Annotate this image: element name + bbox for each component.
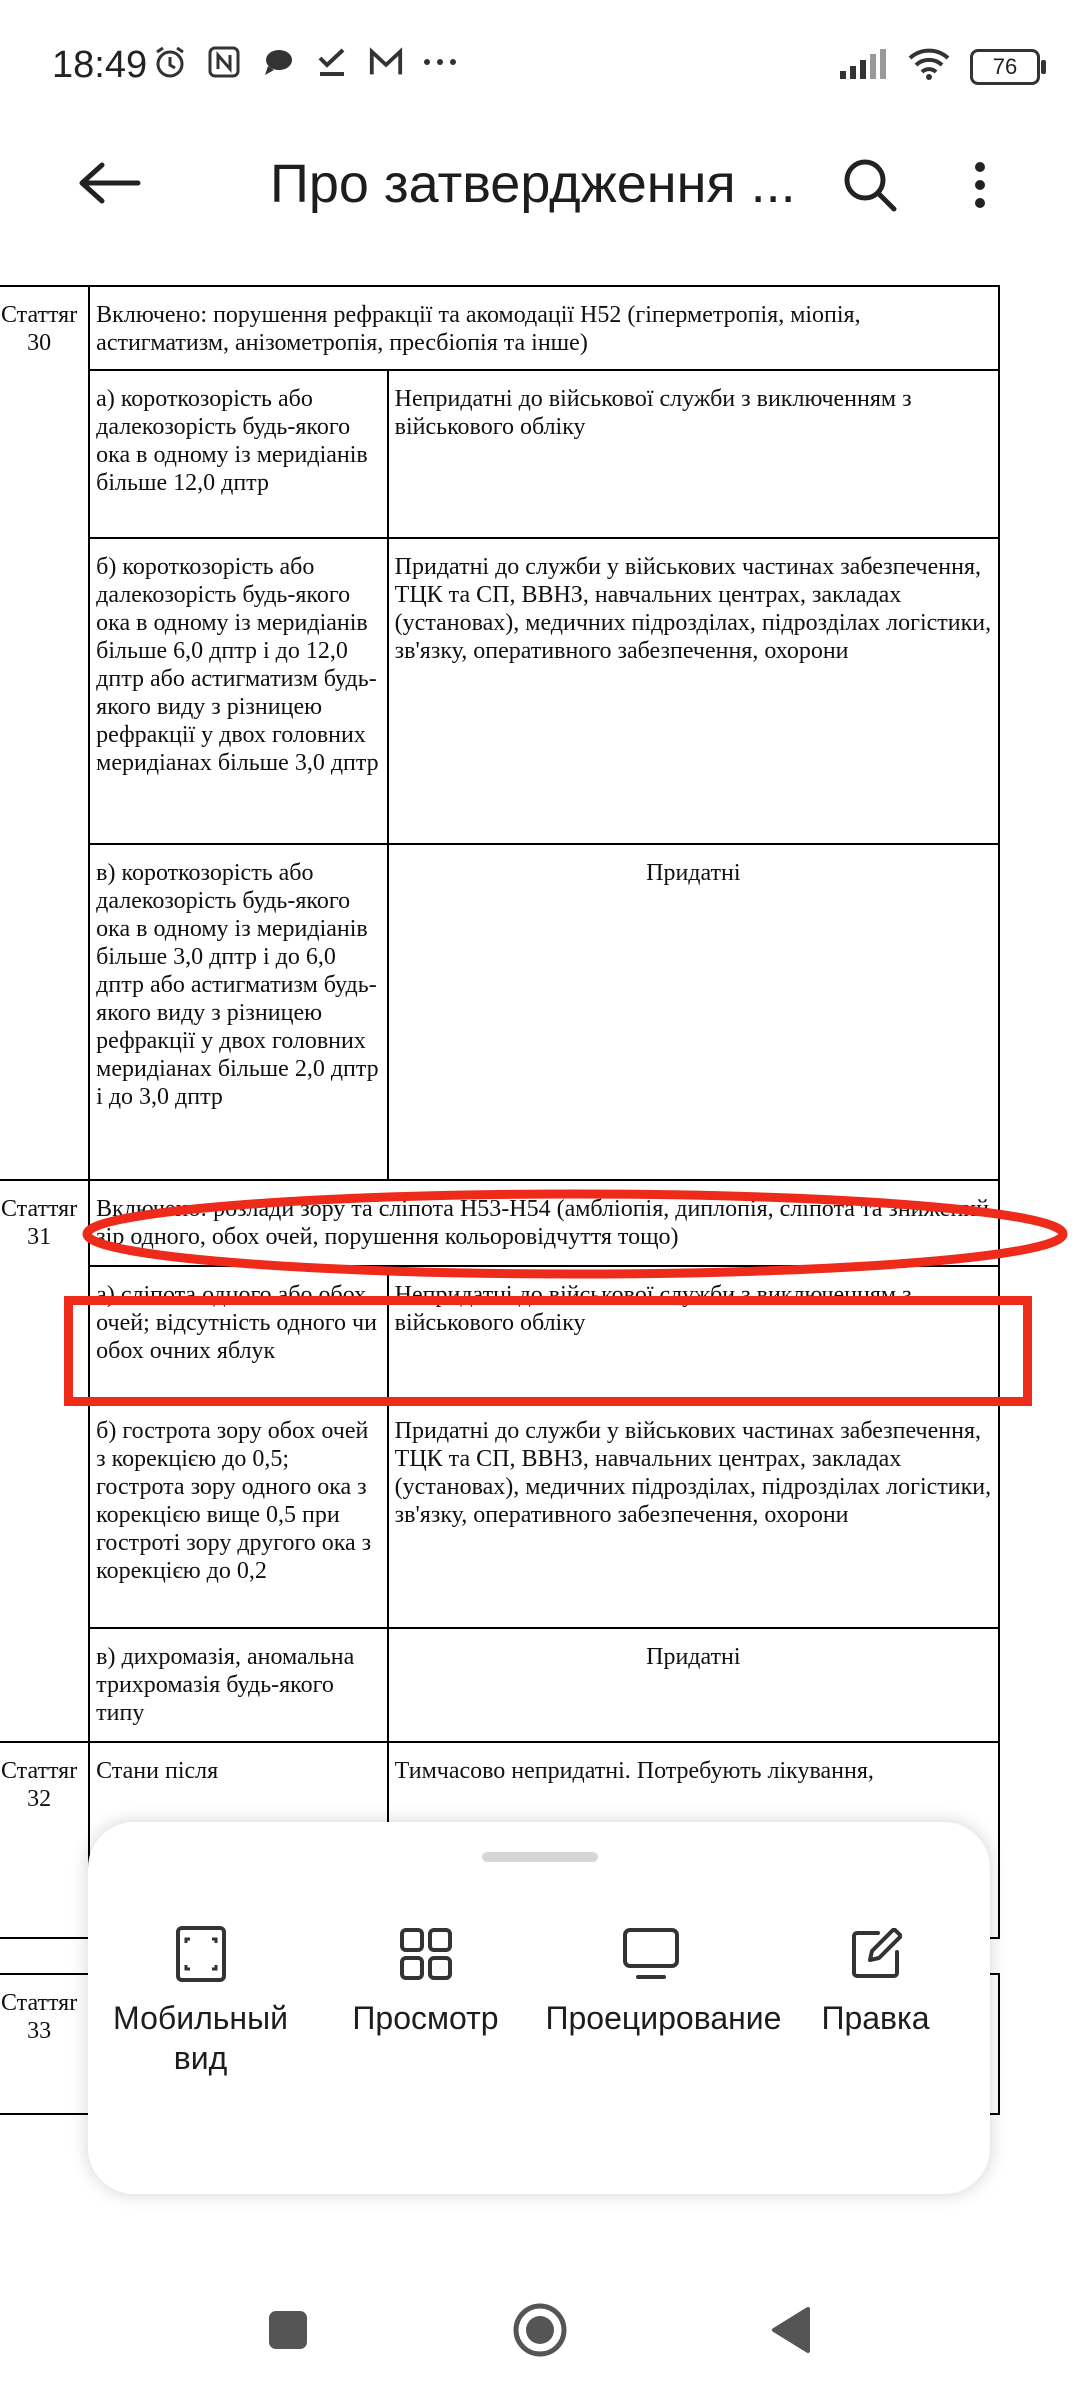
action-label: Проецирование — [545, 2000, 782, 2036]
verdict-cell: Придатні — [388, 844, 999, 1180]
condition-cell: Стани після — [89, 1742, 388, 1938]
status-bar — [0, 0, 1080, 130]
square-icon — [267, 2309, 309, 2351]
alarm-icon — [152, 44, 188, 80]
action-label: Просмотр — [352, 2000, 499, 2036]
verdict-cell: Непридатні до військової служби з виключенням з військового обліку — [388, 370, 999, 538]
condition-cell: а) сліпота одного або обох очей; відсутність одного чи обох очних яблук — [89, 1266, 388, 1402]
condition-cell: б) короткозорість або далекозорість будь-якого ока в одному із меридіанів більше 6,0 дптр і до 12,0 дптр або астигматизм будь-якого виду з різницею рефракції у двох головних меридіанах більше 3,0 дптр — [89, 538, 388, 844]
table-row — [0, 370, 999, 538]
bottom-sheet — [88, 1822, 990, 2194]
battery-level: 76 — [992, 53, 1018, 79]
verdict-cell: Придатні до служби у військових частинах забезпечення, ТЦК та СП, ВВНЗ, навчальних центрах, закладах (установах), медичних підрозділах, підрозділах логістики, зв'язку, оперативного забезпечення, охорони — [388, 1402, 999, 1628]
preview-button[interactable] — [313, 1922, 538, 2078]
article-number: Статтяr 33 — [0, 1974, 89, 2114]
search-icon — [841, 156, 899, 214]
mail-icon — [368, 44, 404, 80]
verdict-cell: Непридатні до військової служби з виключенням з військового обліку — [388, 1266, 999, 1402]
more-options-button[interactable] — [955, 150, 1005, 220]
status-time: 18:49 — [52, 44, 148, 86]
app-bar — [0, 130, 1080, 240]
annotation-ellipse — [80, 1188, 1070, 1280]
back-button[interactable] — [70, 148, 150, 218]
drag-handle[interactable] — [482, 1852, 598, 1862]
mobile-view-icon — [169, 1922, 233, 1986]
navigation-bar — [0, 2290, 1080, 2400]
wifi-icon — [908, 48, 950, 85]
home-button[interactable] — [500, 2290, 580, 2370]
notification-icons — [152, 44, 458, 80]
nav-back-button[interactable] — [750, 2290, 830, 2370]
projection-button[interactable] — [538, 1922, 782, 2078]
more-vert-icon — [973, 161, 987, 209]
search-button[interactable] — [835, 150, 905, 220]
signal-icon — [840, 49, 888, 84]
table-row — [0, 1628, 999, 1742]
section-header: Включено: розлади зору та сліпота H53-H54 (амбліопія, диплопія, сліпота та знижений зір одного, обох очей, порушення кольоровідчуття тощо) — [89, 1180, 999, 1266]
monitor-icon — [619, 1922, 683, 1986]
annotation-rectangle — [64, 1296, 1032, 1406]
triangle-back-icon — [768, 2305, 812, 2355]
edit-icon — [844, 1922, 908, 1986]
verdict-cell: Тимчасово непридатні. Потребують лікування, — [388, 1742, 999, 1938]
action-bar — [88, 1922, 990, 2078]
section-header: Включено: порушення рефракції та акомодації H52 (гіперметропія, міопія, астигматизм, анізометропія, пресбіопія та інше) — [89, 286, 999, 370]
recents-button[interactable] — [248, 2290, 328, 2370]
more-dots-icon — [422, 44, 458, 80]
condition-cell: б) гострота зору обох очей з корекцією до 0,5; гострота зору одного ока з корекцією вище 0,5 при гостроті зору другого ока з корекцією до 0,2 — [89, 1402, 388, 1628]
article-number: Статтяr 30 — [0, 286, 89, 1180]
article-number: Статтяr 32 — [0, 1742, 89, 1938]
table-row — [0, 286, 999, 370]
verdict-cell: Придатні до служби у військових частинах забезпечення, ТЦК та СП, ВВНЗ, навчальних центрах, закладах (установах), медичних підрозділах, підрозділах логістики, зв'язку, оперативного забезпечення, охорони — [388, 538, 999, 844]
system-icons — [840, 48, 1040, 85]
edit-button[interactable] — [763, 1922, 988, 2078]
action-label: Правка — [821, 2000, 930, 2036]
home-circle-icon — [512, 2302, 568, 2358]
condition-cell: в) короткозорість або далекозорість будь-якого ока в одному із меридіанів більше 3,0 дптр і до 6,0 дптр або астигматизм будь-якого виду з різницею рефракції у двох головних меридіанах більше 2,0 дптр і до 3,0 дптр — [89, 844, 388, 1180]
action-label: Мобильный вид — [113, 2000, 288, 2076]
mobile-view-button[interactable] — [88, 1922, 313, 2078]
battery-icon — [970, 49, 1040, 85]
table-row — [0, 844, 999, 1180]
table-row — [0, 1402, 999, 1628]
grid-view-icon — [394, 1922, 458, 1986]
arrow-left-icon — [78, 161, 142, 205]
nfc-icon — [206, 44, 242, 80]
chat-icon — [260, 44, 296, 80]
verdict-cell: Придатні — [388, 1628, 999, 1742]
condition-cell: в) дихромазія, аномальна трихромазія будь-якого типу — [89, 1628, 388, 1742]
check-icon — [314, 44, 350, 80]
table-row — [0, 538, 999, 844]
page-title: Про затвердження ... — [270, 154, 796, 214]
article-number: Статтяr 31 — [0, 1180, 89, 1742]
condition-cell: а) короткозорість або далекозорість будь-якого ока в одному із меридіанів більше 12,0 дптр — [89, 370, 388, 538]
